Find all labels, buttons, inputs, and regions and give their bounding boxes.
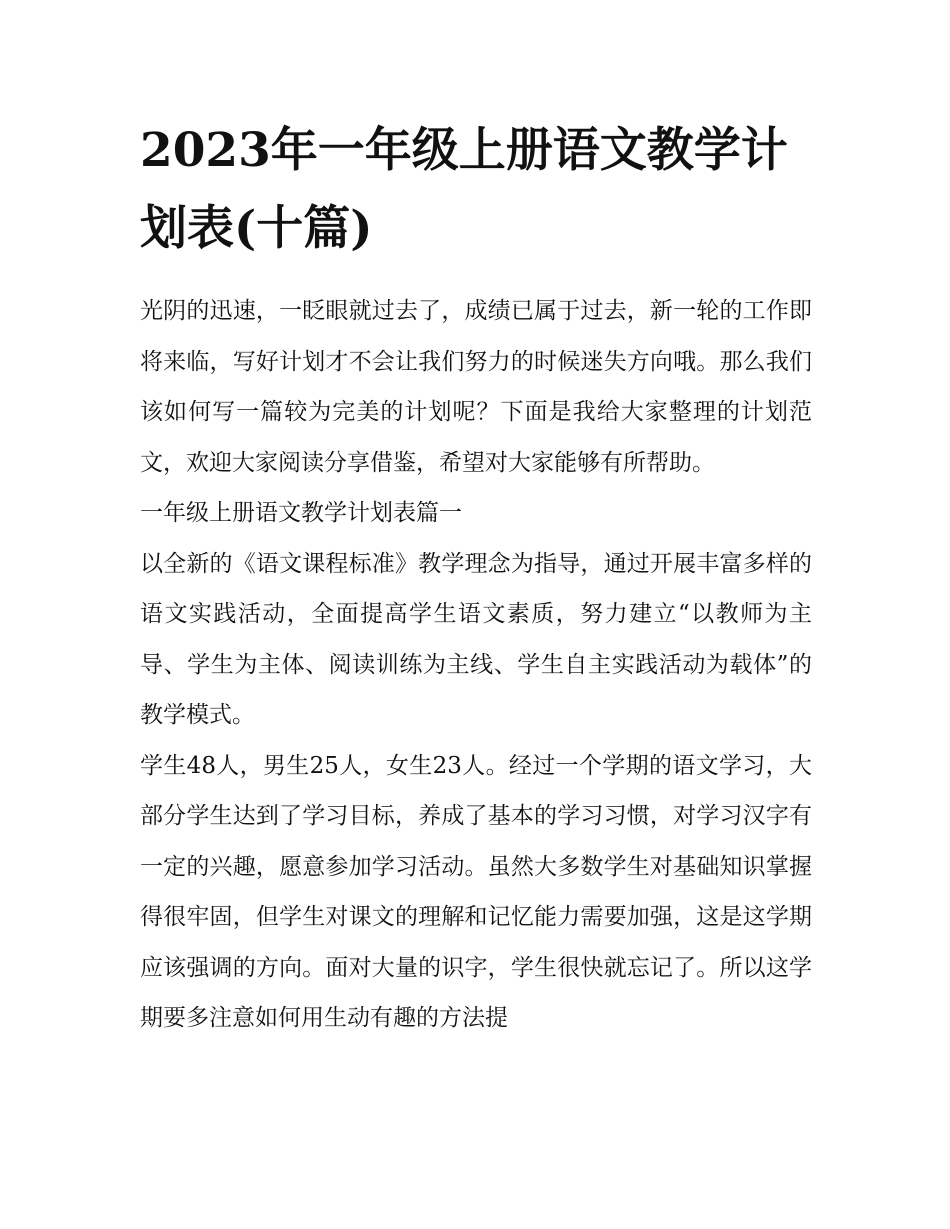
guiding-principle-paragraph: 以全新的《语文课程标准》教学理念为指导，通过开展丰富多样的语文实践活动，全面提高学生语文素质，努力建立“以教师为主导、学生为主体、阅读训练为主线、学生自主实践活动为载体”的教学模式。 xyxy=(140,550,812,728)
document-body xyxy=(140,286,812,1044)
section-heading: 一年级上册语文教学计划表篇一 xyxy=(140,500,462,526)
student-analysis-paragraph: 学生48人，男生25人，女生23人。经过一个学期的语文学习，大部分学生达到了学习目标，养成了基本的学习习惯，对学习汉字有一定的兴趣，愿意参加学习活动。虽然大多数学生对基础知识掌握得很牢固，但学生对课文的理解和记忆能力需要加强，这是这学期应该强调的方向。面对大量的识字，学生很快就忘记了。所以这学期要多注意如何用生动有趣的方法提 xyxy=(140,752,812,1031)
document-title: 2023年一年级上册语文教学计划表(十篇) xyxy=(140,123,788,256)
document-page xyxy=(140,112,812,1044)
intro-paragraph: 光阴的迅速，一眨眼就过去了，成绩已属于过去，新一轮的工作即将来临，写好计划才不会让我们努力的时候迷失方向哦。那么我们该如何写一篇较为完美的计划呢？下面是我给大家整理的计划范文，欢迎大家阅读分享借鉴，希望对大家能够有所帮助。 xyxy=(140,298,812,476)
